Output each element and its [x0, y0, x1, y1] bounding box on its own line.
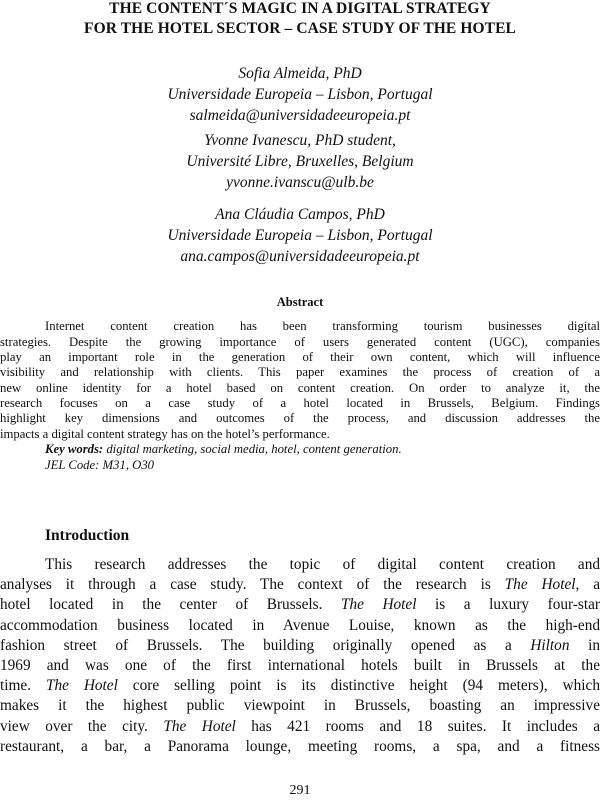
abstract-line: highlight key dimensions and outcomes of the process, and discussion addresses the — [0, 411, 600, 425]
author-affiliation: Universidade Europeia – Lisbon, Portugal — [167, 227, 433, 244]
body-line: time. The Hotel core selling point is its distinctive height (94 meters), which — [0, 677, 600, 695]
abstract-line: visibility and relationship with clients. This paper examines the process of creation of a — [0, 365, 600, 379]
author-name: Ana Cláudia Campos, PhD — [215, 206, 385, 223]
keywords — [45, 442, 402, 457]
paper-title-line-1: THE CONTENT´S MAGIC IN A DIGITAL STRATEGY — [109, 0, 491, 17]
abstract-line: impacts a digital content strategy has on the hotel’s performance. — [0, 427, 330, 441]
author-affiliation: Université Libre, Bruxelles, Belgium — [186, 153, 414, 170]
author-email: salmeida@universidadeeuropeia.pt — [189, 107, 411, 124]
body-line: analyses it through a case study. The context of the research is The Hotel, a — [0, 576, 600, 594]
author-name: Yvonne Ivanescu, PhD student, — [204, 132, 396, 149]
body-line: view over the city. The Hotel has 421 rooms and 18 suites. It includes a — [0, 717, 600, 735]
author-name: Sofia Almeida, PhD — [238, 65, 362, 82]
paper-title-line-2: FOR THE HOTEL SECTOR – CASE STUDY OF THE HOTEL — [84, 20, 516, 37]
abstract-line: new online identity for a hotel based on content creation. On order to analyze it, the — [0, 381, 600, 395]
abstract-heading: Abstract — [276, 295, 324, 309]
section-heading-introduction: Introduction — [45, 527, 130, 544]
body-line: 1969 and was one of the first international hotels built in Brussels at the — [0, 657, 600, 674]
author-block-3 — [0, 204, 600, 267]
body-line: accommodation business located in Avenue Louise, known as the high-end — [0, 616, 600, 634]
body-line: hotel located in the center of Brussels. The Hotel is a luxury four-star — [0, 596, 600, 614]
jel-codes: JEL Code: M31, O30 — [45, 458, 155, 472]
page-number: 291 — [289, 783, 311, 798]
body-line: restaurant, a bar, a Panorama lounge, meeting rooms, a spa, and a fitness — [0, 737, 600, 755]
emphasis: The Hotel — [340, 596, 417, 614]
keywords-label: Key words: — [45, 442, 104, 456]
author-email: yvonne.ivanscu@ulb.be — [226, 174, 374, 191]
abstract-line: strategies. Despite the growing importance of users generated content (UGC), companies — [0, 335, 600, 349]
body-line: fashion street of Brussels. The building originally opened as a Hilton in — [0, 636, 600, 654]
body-line: This research addresses the topic of digital content creation and — [45, 556, 600, 573]
abstract-line: play an important role in the generation of their own content, which will influence — [0, 350, 600, 364]
keywords-text: digital marketing, social media, hotel, content generation. — [106, 442, 402, 456]
emphasis: Hilton — [530, 636, 570, 654]
author-email: ana.campos@universidadeeuropeia.pt — [180, 248, 420, 265]
author-block-1 — [0, 63, 600, 126]
emphasis: The Hotel — [45, 677, 118, 695]
emphasis: The Hotel — [163, 717, 236, 735]
author-block-2 — [0, 130, 600, 193]
author-affiliation: Universidade Europeia – Lisbon, Portugal — [167, 86, 433, 103]
abstract-line: research focuses on a case study of a hotel located in Brussels, Belgium. Findings — [0, 396, 600, 410]
abstract-line: Internet content creation has been transforming tourism businesses digital — [45, 319, 600, 333]
body-line: makes it the highest public viewpoint in Brussels, boasting an impressive — [0, 697, 600, 715]
emphasis: The Hotel — [504, 576, 576, 594]
